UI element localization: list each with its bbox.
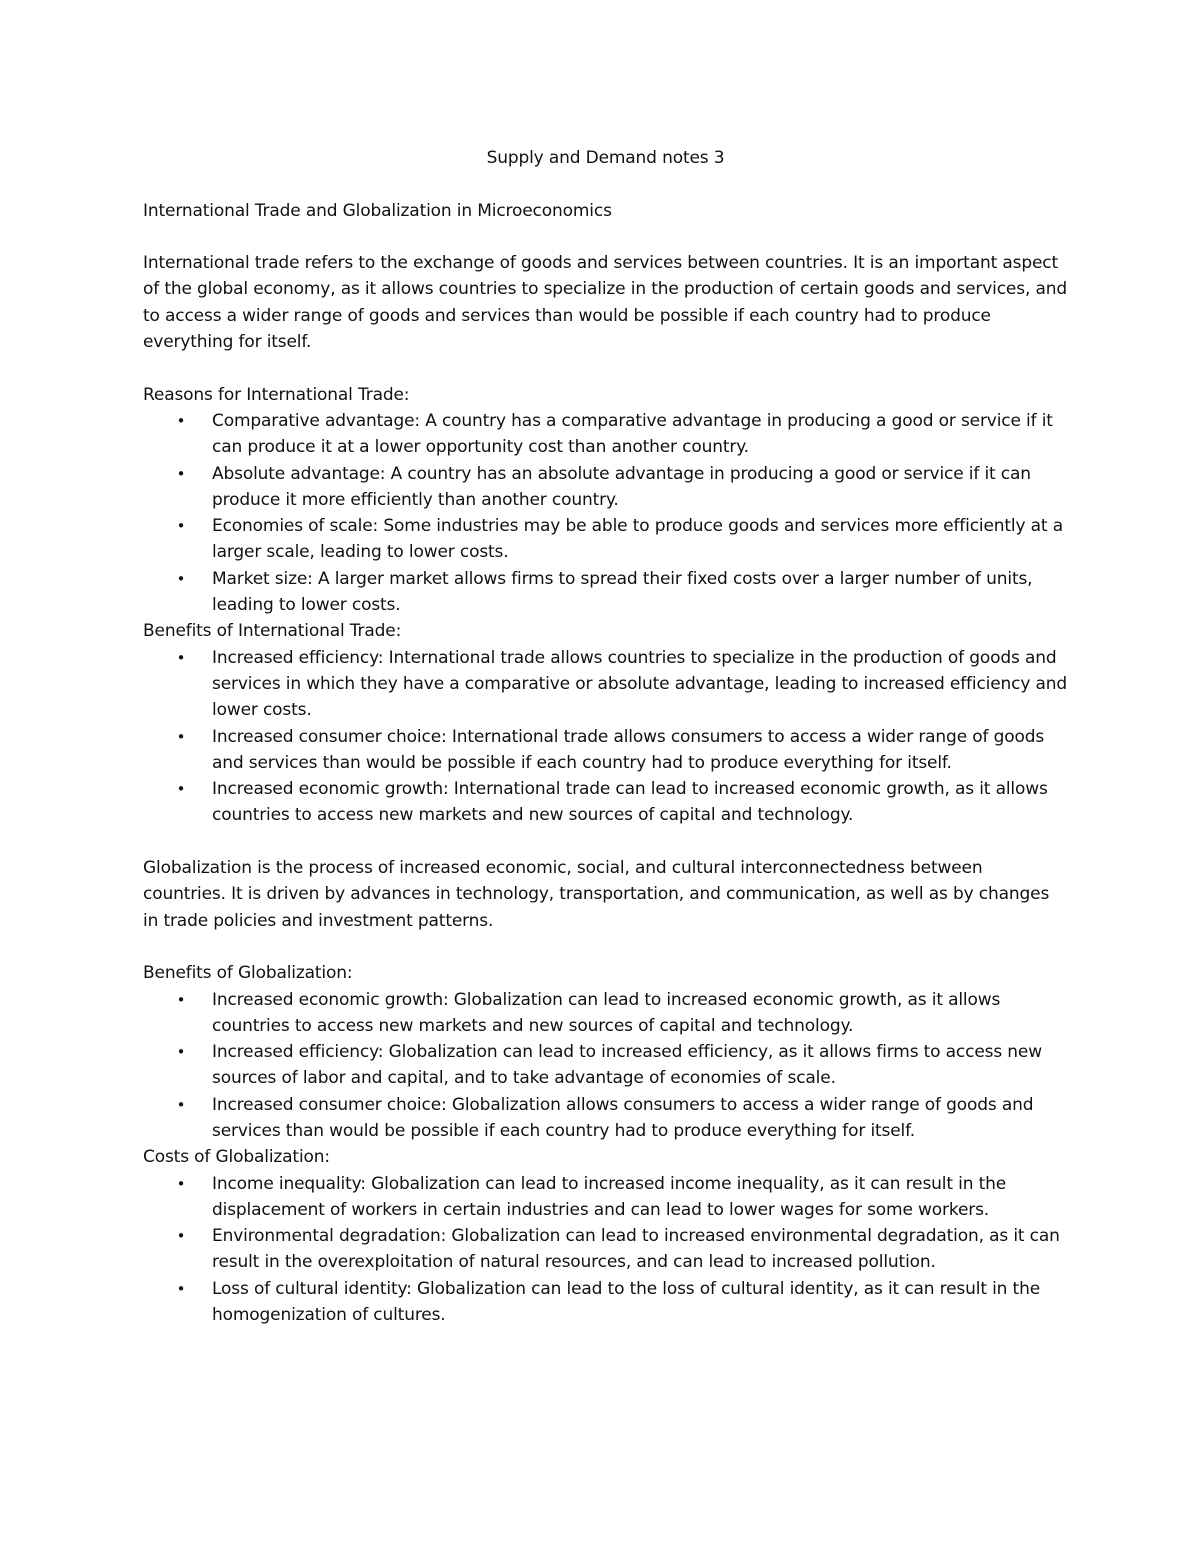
bullet-icon: • <box>176 648 186 667</box>
list-item-text: Market size: A larger market allows firms to spread their fixed costs over a larger number of units, leading to lower costs. <box>212 568 1033 616</box>
trade-benefits-heading: Benefits of International Trade: <box>143 621 402 642</box>
globalization-benefits-heading: Benefits of Globalization: <box>143 963 353 984</box>
spacer <box>143 224 1068 250</box>
bullet-icon: • <box>176 1227 186 1246</box>
list-item <box>143 724 1068 777</box>
globalization-costs-heading: Costs of Globalization: <box>143 1147 330 1168</box>
list-item <box>143 987 1068 1040</box>
list-item-text: Increased consumer choice: International trade allows consumers to access a wider range of goods and services than would be possible if each country had to produce everything for itself. <box>212 726 1045 773</box>
globalization-paragraph: Globalization is the process of increased economic, social, and cultural interconnectedness between countries. It is driven by advances in technology, transportation, and communication, as well as by changes in trade policies and investment patterns. <box>143 858 1050 931</box>
list-item <box>143 408 1068 461</box>
bullet-icon: • <box>176 1279 186 1298</box>
reasons-heading: Reasons for International Trade: <box>143 384 410 405</box>
list-item <box>143 1039 1068 1092</box>
spacer <box>143 355 1068 381</box>
list-item-text: Increased efficiency: International trade allows countries to specialize in the production of goods and services in which they have a comparative or absolute advantage, leading to increased efficiency and lower costs. <box>212 647 1068 721</box>
list-item <box>143 513 1068 566</box>
bullet-icon: • <box>176 464 186 483</box>
section-subtitle: International Trade and Globalization in Microeconomics <box>143 200 612 221</box>
bullet-icon: • <box>176 727 186 746</box>
bullet-icon: • <box>176 1043 186 1062</box>
bullet-icon: • <box>176 411 186 430</box>
list-item <box>143 1171 1068 1224</box>
bullet-icon: • <box>176 1174 186 1193</box>
bullet-icon: • <box>176 517 186 536</box>
list-item <box>143 1092 1068 1145</box>
list-item <box>143 461 1068 514</box>
list-item <box>143 1223 1068 1276</box>
list-item <box>143 1276 1068 1329</box>
globalization-costs-list <box>143 1171 1068 1329</box>
list-item-text: Income inequality: Globalization can lead to increased income inequality, as it can result in the displacement of workers in certain industries and can lead to lower wages for some workers. <box>212 1173 1007 1220</box>
list-item-text: Increased efficiency: Globalization can lead to increased efficiency, as it allows firms to access new sources of labor and capital, and to take advantage of economies of scale. <box>212 1042 1042 1089</box>
bullet-icon: • <box>176 569 186 588</box>
spacer <box>143 934 1068 960</box>
spacer <box>143 829 1068 855</box>
bullet-icon: • <box>176 780 186 799</box>
intro-paragraph: International trade refers to the exchange of goods and services between countries. It is an important aspect of the global economy, as it allows countries to specialize in the production of certain goods and services, and to access a wider range of goods and services than would be possible if each country had to produce everything for itself. <box>143 253 1067 353</box>
list-item-text: Economies of scale: Some industries may be able to produce goods and services more efficiently at a larger scale, leading to lower costs. <box>212 516 1063 563</box>
list-item-text: Loss of cultural identity: Globalization can lead to the loss of cultural identity, as it can result in the homogenization of cultures. <box>212 1278 1041 1326</box>
bullet-icon: • <box>176 1095 186 1114</box>
list-item <box>143 645 1068 724</box>
page-title: Supply and Demand notes 3 <box>486 148 725 168</box>
globalization-benefits-list <box>143 987 1068 1145</box>
list-item-text: Increased consumer choice: Globalization allows consumers to access a wider range of goods and services than would be possible if each country had to produce everything for itself. <box>212 1094 1034 1141</box>
list-item-text: Comparative advantage: A country has a comparative advantage in producing a good or service if it can produce it at a lower opportunity cost than another country. <box>212 410 1053 458</box>
list-item-text: Absolute advantage: A country has an absolute advantage in producing a good or service if it can produce it more efficiently than another country. <box>212 463 1031 510</box>
reasons-list <box>143 408 1068 618</box>
list-item-text: Increased economic growth: International trade can lead to increased economic growth, as it allows countries to access new markets and new sources of capital and technology. <box>212 779 1048 826</box>
bullet-icon: • <box>176 990 186 1009</box>
list-item-text: Increased economic growth: Globalization can lead to increased economic growth, as it allows countries to access new markets and new sources of capital and technology. <box>212 989 1001 1036</box>
list-item <box>143 566 1068 619</box>
list-item <box>143 776 1068 829</box>
trade-benefits-list <box>143 645 1068 829</box>
document-body <box>143 145 1068 1328</box>
list-item-text: Environmental degradation: Globalization can lead to increased environmental degradation, as it can result in the overexploitation of natural resources, and can lead to increased pollution. <box>212 1226 1060 1273</box>
